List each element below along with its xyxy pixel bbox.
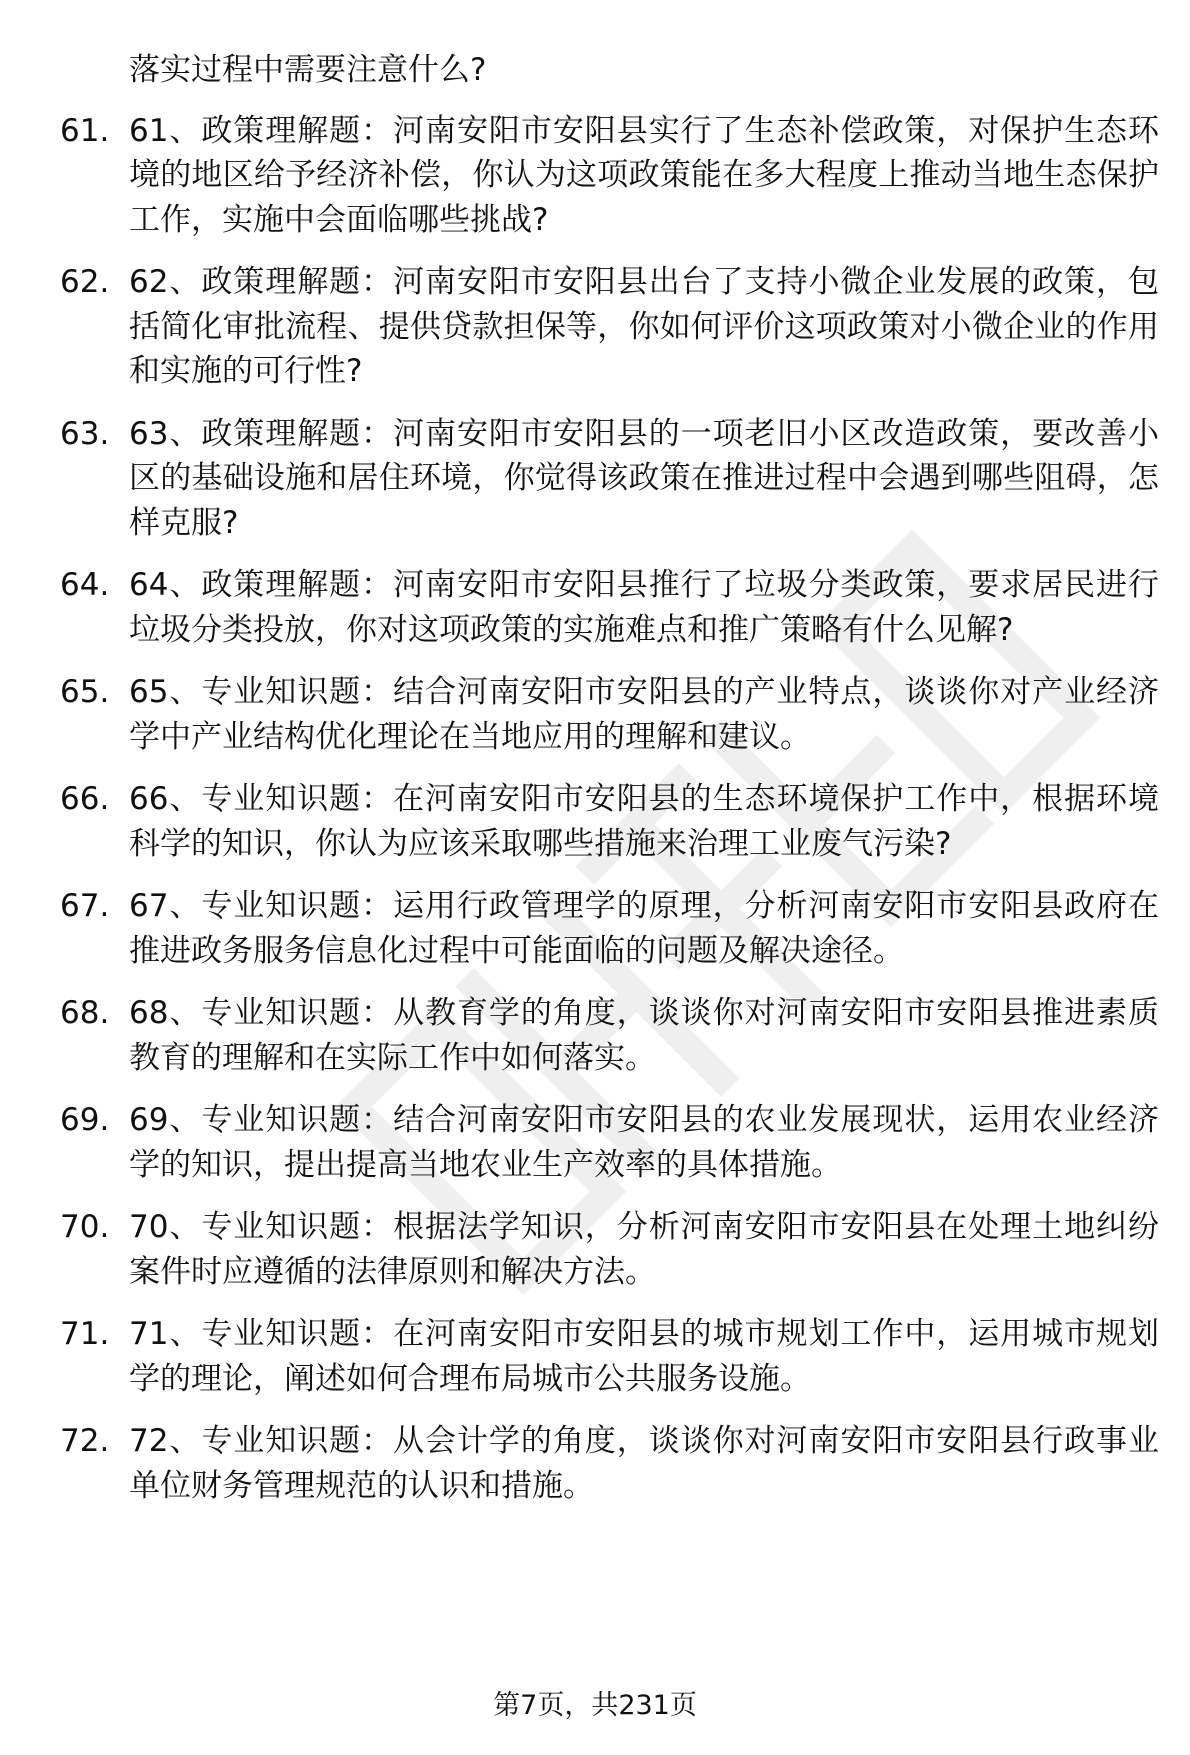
list-item [60,1098,1160,1187]
list-item [60,412,1160,546]
item-number: 65. [60,674,110,710]
item-text: 65、专业知识题：结合河南安阳市安阳县的产业特点，谈谈你对产业经济学中产业结构优化理论在当地应用的理解和建议。 [129,674,1159,755]
item-number: 68. [60,995,110,1031]
question-list [60,48,1160,1526]
item-text: 62、政策理解题：河南安阳市安阳县出台了支持小微企业发展的政策，包括简化审批流程、提供贷款担保等，你如何评价这项政策对小微企业的作用和实施的可行性? [129,264,1159,389]
list-item [60,1419,1160,1508]
item-text: 69、专业知识题：结合河南安阳市安阳县的农业发展现状，运用农业经济学的知识，提出提高当地农业生产效率的具体措施。 [129,1102,1159,1183]
item-text: 70、专业知识题：根据法学知识，分析河南安阳市安阳县在处理土地纠纷案件时应遵循的法律原则和解决方法。 [129,1209,1159,1290]
list-item [60,1205,1160,1294]
list-item [60,563,1160,652]
item-number: 70. [60,1209,110,1245]
item-text: 落实过程中需要注意什么? [129,52,487,88]
item-text: 63、政策理解题：河南安阳市安阳县的一项老旧小区改造政策，要改善小区的基础设施和居住环境，你觉得该政策在推进过程中会遇到哪些阻碍，怎样克服? [129,415,1159,541]
list-item [60,884,1160,973]
item-number: 71. [60,1316,110,1352]
list-item [60,670,1160,759]
item-number: 72. [60,1423,110,1459]
page-number-footer: 第7页，共231页 [493,1690,697,1721]
item-text: 71、专业知识题：在河南安阳市安阳县的城市规划工作中，运用城市规划学的理论，阐述如何合理布局城市公共服务设施。 [129,1316,1159,1397]
list-item [60,109,1160,243]
item-number: 64. [60,567,110,603]
item-number: 67. [60,888,110,924]
list-item [60,991,1160,1080]
item-text: 68、专业知识题：从教育学的角度，谈谈你对河南安阳市安阳县推进素质教育的理解和在实际工作中如何落实。 [129,995,1159,1076]
item-number: 62. [60,264,110,300]
item-number: 61. [60,112,110,149]
list-item-continuation [60,48,1160,93]
item-number: 63. [60,415,110,452]
item-text: 64、政策理解题：河南安阳市安阳县推行了垃圾分类政策，要求居民进行垃圾分类投放，你对这项政策的实施难点和推广策略有什么见解? [129,567,1159,648]
list-item [60,1312,1160,1401]
item-number: 69. [60,1102,110,1138]
item-text: 72、专业知识题：从会计学的角度，谈谈你对河南安阳市安阳县行政事业单位财务管理规范的认识和措施。 [129,1423,1159,1504]
item-number: 66. [60,781,110,817]
list-item [60,777,1160,866]
item-text: 67、专业知识题：运用行政管理学的原理，分析河南安阳市安阳县政府在推进政务服务信息化过程中可能面临的问题及解决途径。 [129,888,1159,969]
list-item [60,260,1160,394]
item-text: 61、政策理解题：河南安阳市安阳县实行了生态补偿政策，对保护生态环境的地区给予经济补偿，你认为这项政策能在多大程度上推动当地生态保护工作，实施中会面临哪些挑战? [129,112,1159,238]
item-text: 66、专业知识题：在河南安阳市安阳县的生态环境保护工作中，根据环境科学的知识，你认为应该采取哪些措施来治理工业废气污染? [129,781,1159,862]
